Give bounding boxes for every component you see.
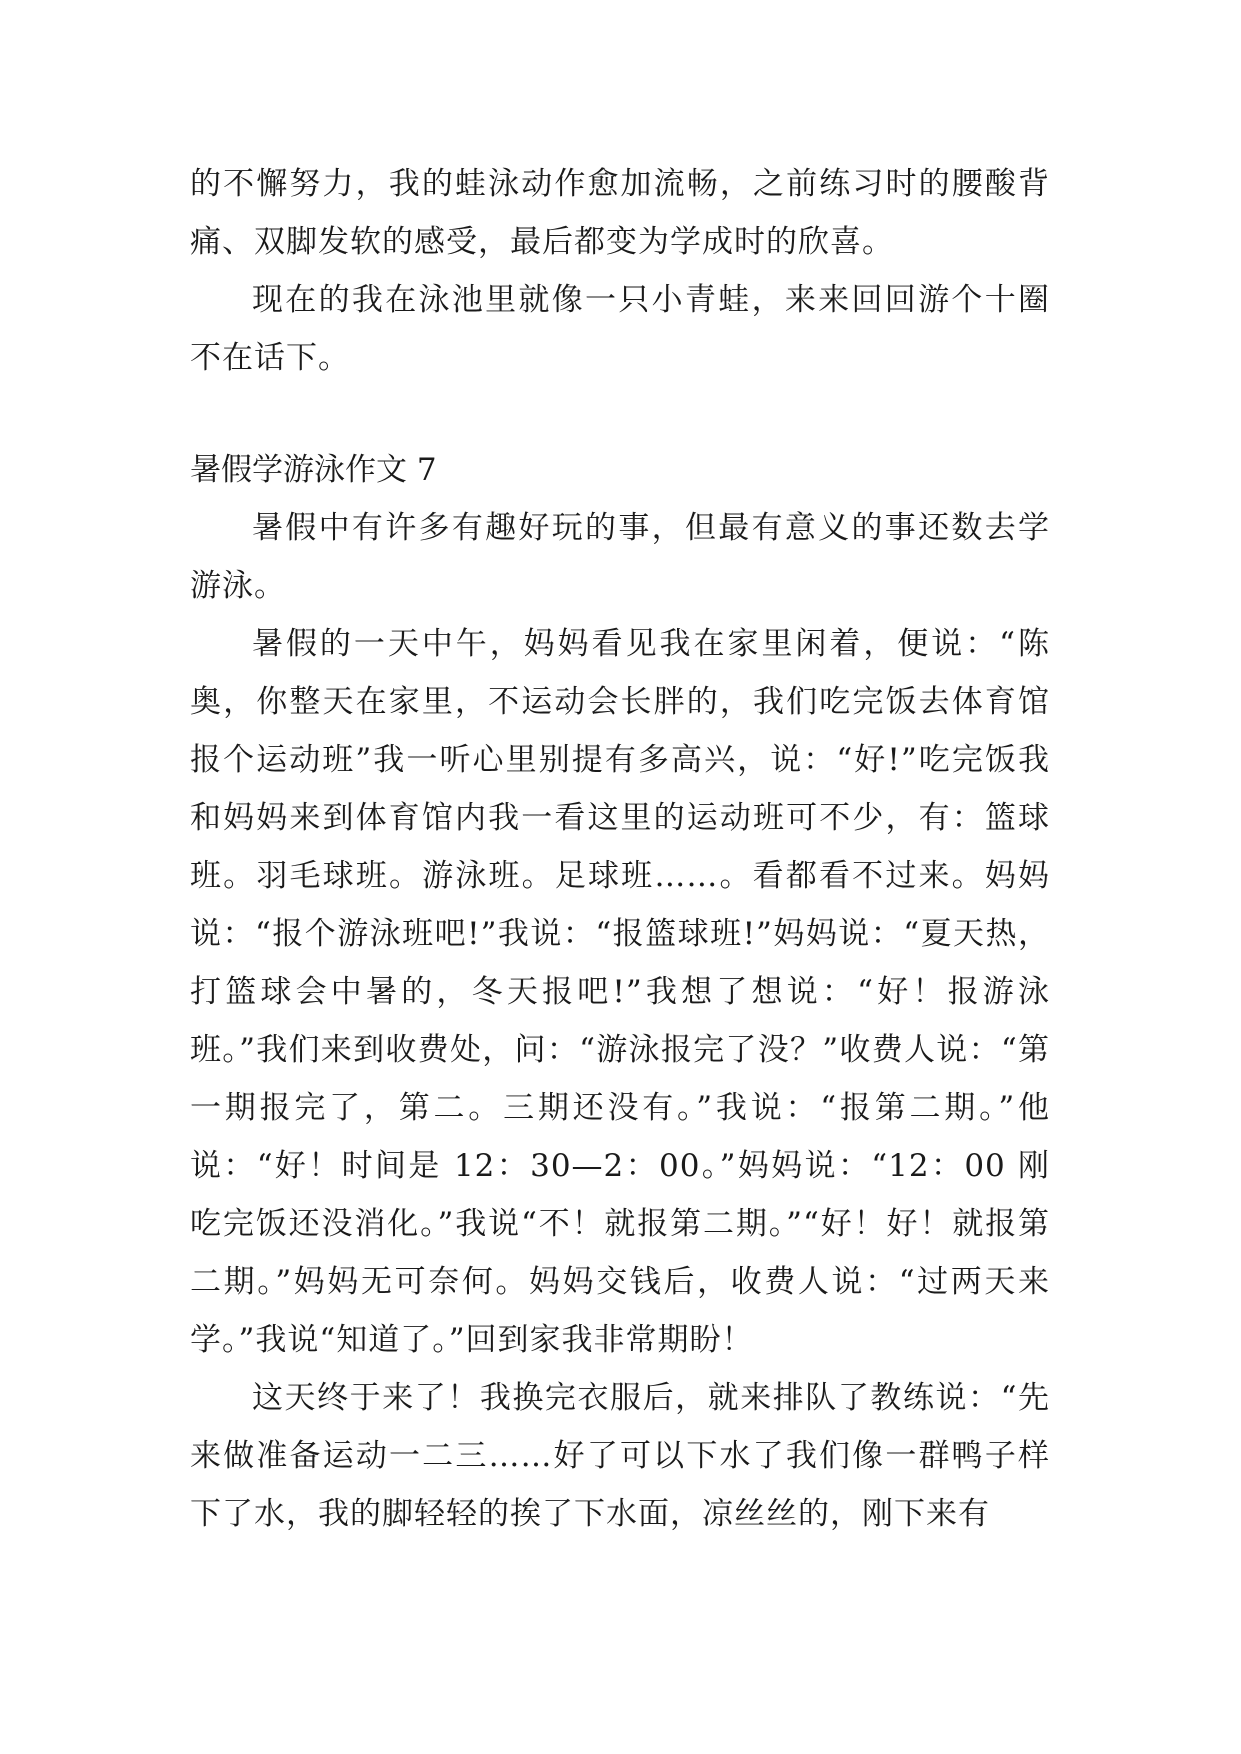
- section-title: 暑假学游泳作文 7: [190, 452, 437, 488]
- paragraph: 这天终于来了！我换完衣服后，就来排队了教练说：“先来做准备运动一二三……好了可以下水了我们像一群鸭子样下了水，我的脚轻轻的挨了下水面，凉丝丝的，刚下来有: [190, 1380, 1050, 1532]
- document-body: [190, 155, 1050, 1543]
- paragraph: 暑假中有许多有趣好玩的事，但最有意义的事还数去学游泳。: [190, 510, 1050, 604]
- paragraph-continued: 的不懈努力，我的蛙泳动作愈加流畅，之前练习时的腰酸背痛、双脚发软的感受，最后都变为学成时的欣喜。: [190, 166, 1050, 260]
- paragraph: 暑假的一天中午，妈妈看见我在家里闲着，便说：“陈奥，你整天在家里，不运动会长胖的，我们吃完饭去体育馆报个运动班”我一听心里别提有多高兴，说：“好!”吃完饭我和妈妈来到体育馆内我一看这里的运动班可不少，有：篮球班。羽毛球班。游泳班。足球班……。看都看不过来。妈妈说：“报个游泳班吧!”我说：“报篮球班!”妈妈说：“夏天热，打篮球会中暑的，冬天报吧!”我想了想说：“好！报游泳班。”我们来到收费处，问：“游泳报完了没？”收费人说：“第一期报完了，第二。三期还没有。”我说：“报第二期。”他说：“好！时间是 12：30—2：00。”妈妈说：“12：00 刚吃完饭还没消化。”我说“不！就报第二期。”“好！好！就报第二期。”妈妈无可奈何。妈妈交钱后，收费人说：“过两天来学。”我说“知道了。”回到家我非常期盼！: [190, 626, 1050, 1358]
- paragraph: 现在的我在泳池里就像一只小青蛙，来来回回游个十圈不在话下。: [190, 282, 1050, 376]
